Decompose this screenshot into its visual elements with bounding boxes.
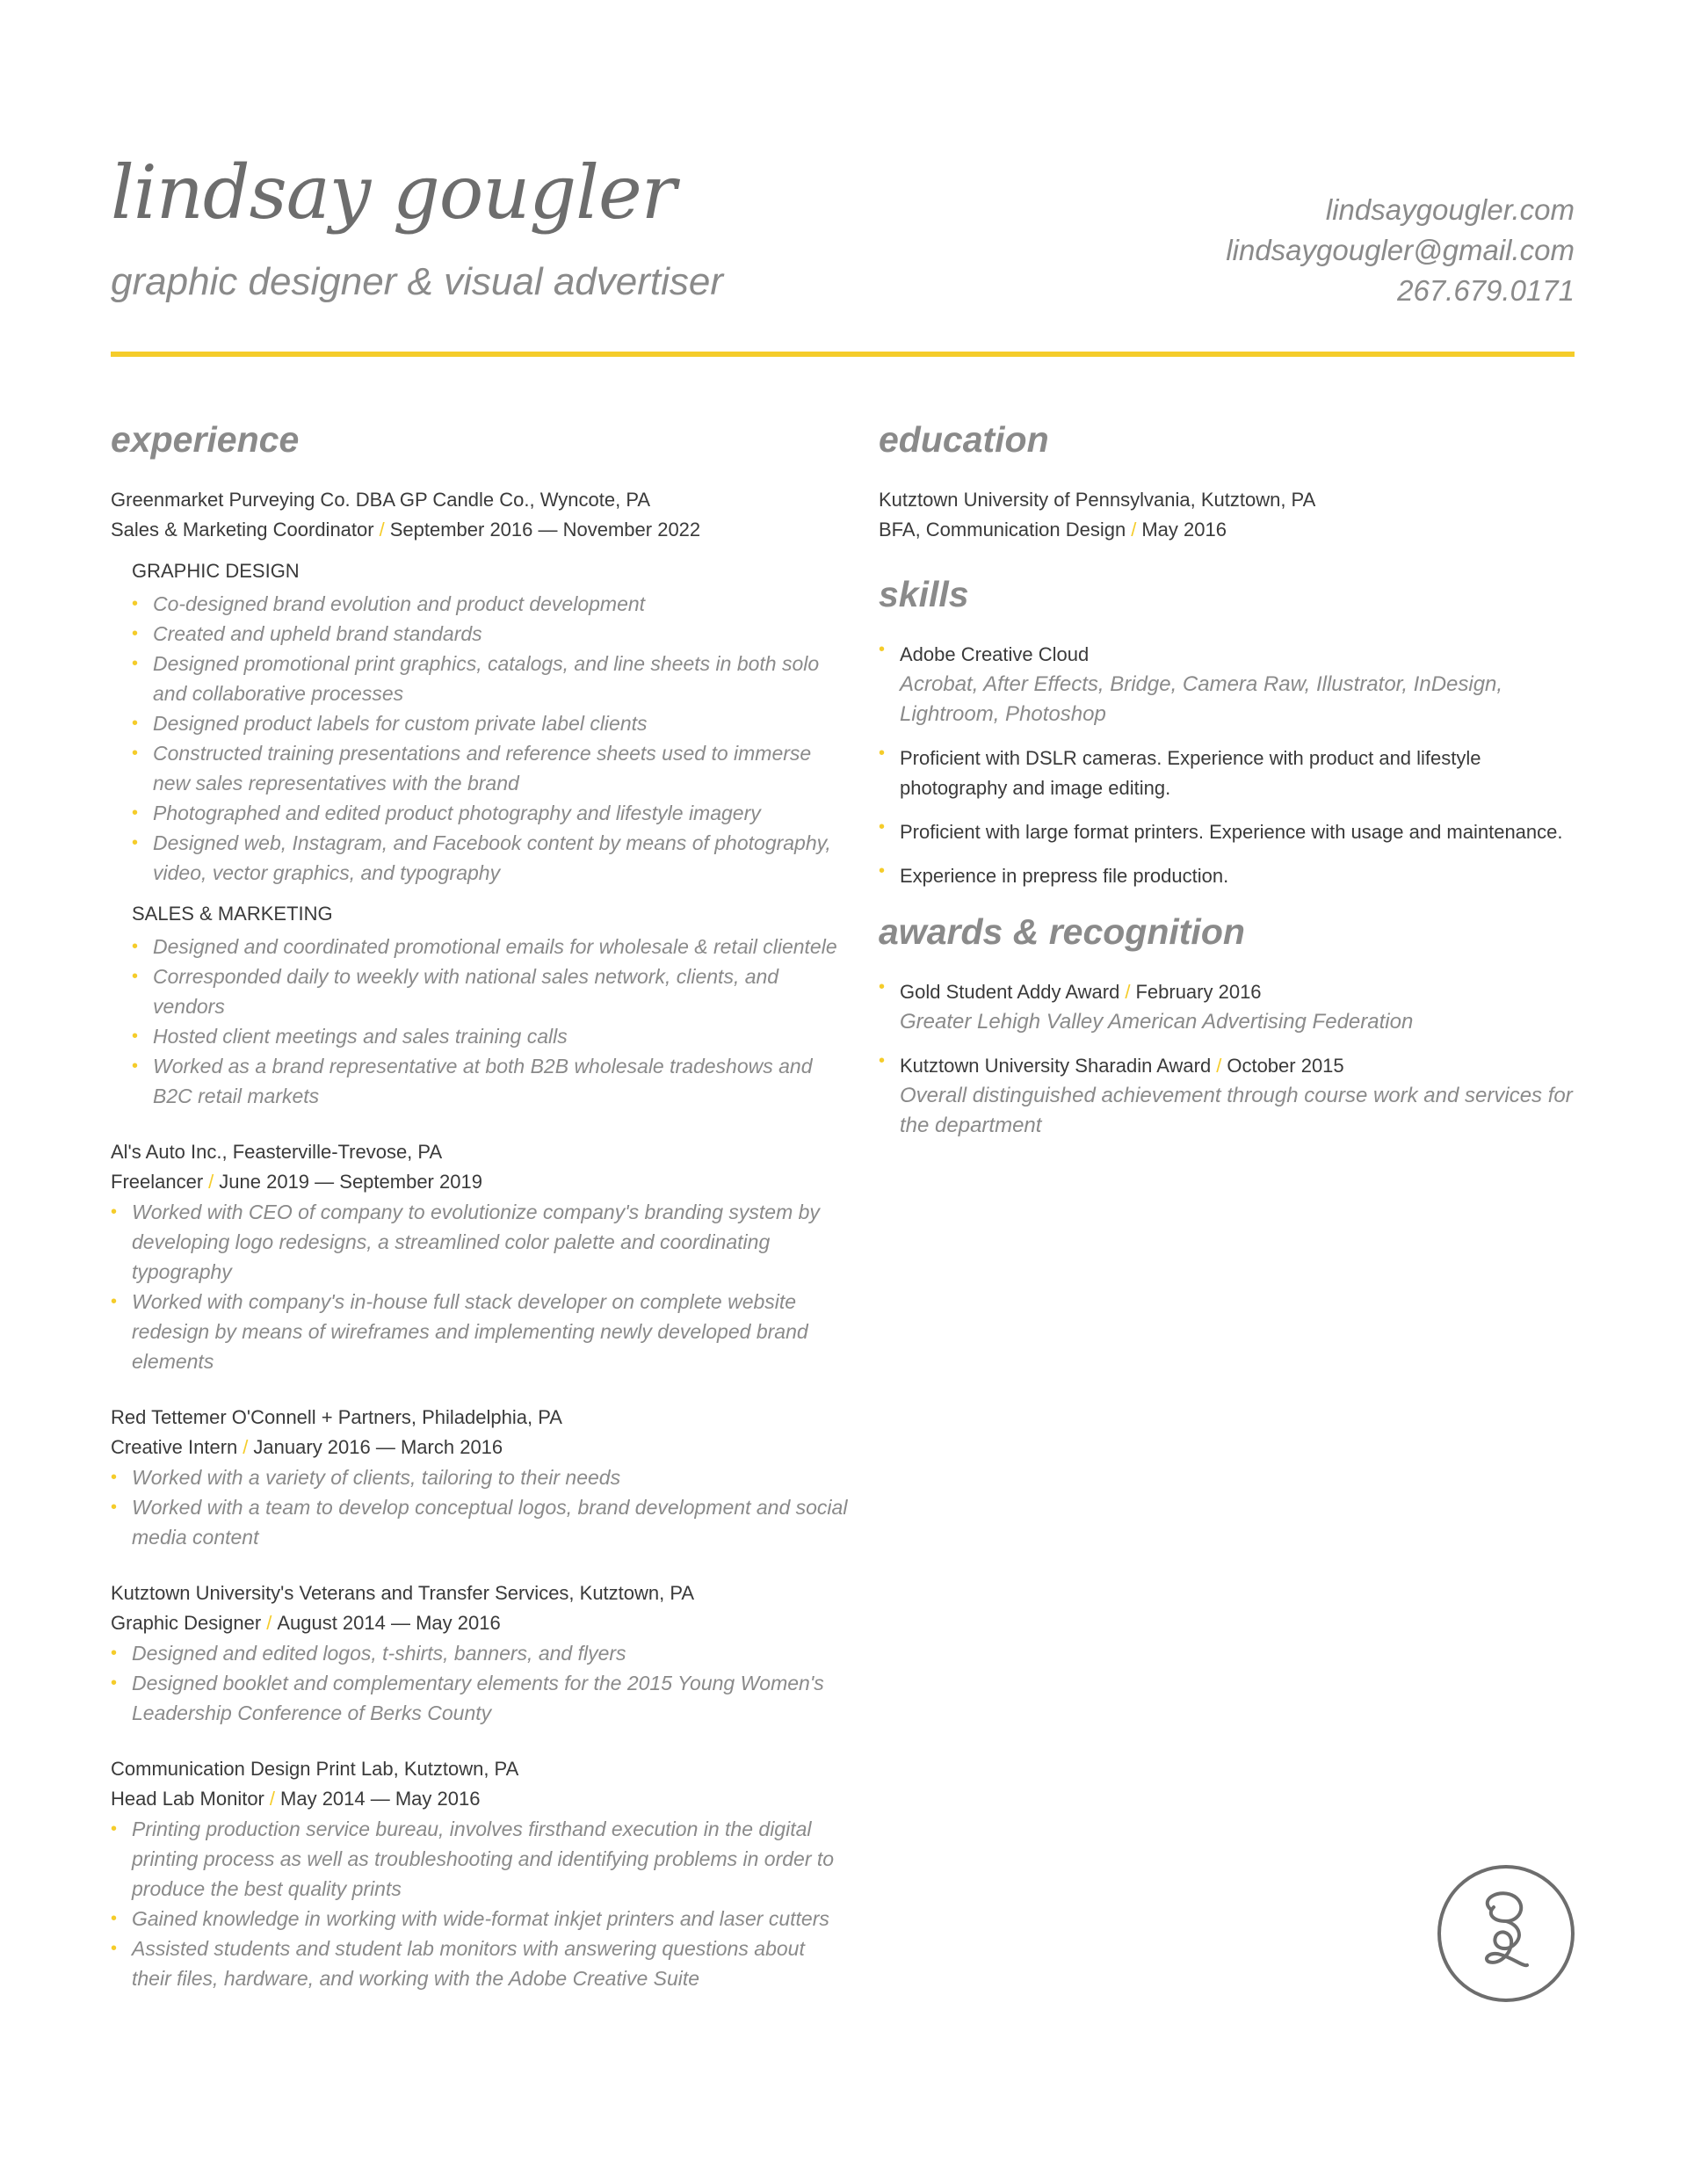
bullet-list: [132, 589, 849, 888]
slash-separator: /: [1125, 981, 1131, 1003]
website-link[interactable]: lindsaygougler.com: [1325, 193, 1575, 226]
job-dates: June 2019 — September 2019: [219, 1171, 482, 1193]
job-role: Freelancer: [111, 1171, 204, 1193]
job-entry: [111, 1754, 849, 1993]
bullet-list: [132, 932, 849, 1111]
award-line: [900, 977, 1582, 1007]
education-title: education: [879, 419, 1049, 460]
job-entry: [111, 1403, 849, 1552]
job-role-line: [111, 1167, 849, 1197]
job-role-line: [111, 1608, 849, 1638]
skill-detail: Acrobat, After Effects, Bridge, Camera Raw, Illustrator, InDesign, Lightroom, Photoshop: [900, 672, 1503, 726]
education-date: May 2016: [1141, 519, 1227, 541]
job-org: Red Tettemer O'Connell + Partners, Philadelphia, PA: [111, 1406, 562, 1428]
education-entry: [879, 485, 1582, 545]
list-item: • Gained knowledge in working with wide-format inkjet printers and laser cutters: [111, 1904, 849, 1934]
skill-main: • Experience in prepress file production.: [900, 865, 1229, 887]
experience-title: experience: [111, 419, 300, 460]
skill-main: • Proficient with large format printers. Experience with usage and maintenance.: [900, 821, 1563, 843]
job-dates: September 2016 — November 2022: [389, 519, 701, 541]
list-item: • Hosted client meetings and sales training calls: [132, 1021, 849, 1051]
skills-title: skills: [879, 574, 969, 614]
job-role-line: [111, 1433, 849, 1462]
award-date: October 2015: [1227, 1055, 1344, 1077]
bullet-list: [111, 1814, 849, 1993]
right-column: [879, 415, 1582, 1157]
slash-separator: /: [266, 1612, 272, 1634]
award-name: Gold Student Addy Award: [900, 981, 1120, 1003]
slash-separator: /: [1131, 519, 1137, 541]
award-detail: Overall distinguished achievement through course work and services for the department: [900, 1084, 1573, 1137]
job-dates: August 2014 — May 2016: [277, 1612, 501, 1634]
list-item: • Corresponded daily to weekly with national sales network, clients, and vendors: [132, 961, 849, 1021]
bullet-list: [111, 1197, 849, 1376]
experience-column: [111, 415, 849, 2020]
job-role: Head Lab Monitor: [111, 1788, 264, 1810]
contact-info: [1226, 190, 1575, 311]
list-item: • Designed product labels for custom private label clients: [132, 708, 849, 738]
list-item: • Worked with a team to develop conceptual logos, brand development and social media content: [111, 1492, 849, 1552]
award-detail: Greater Lehigh Valley American Advertising Federation: [900, 1010, 1414, 1034]
list-item: • Designed and coordinated promotional emails for wholesale & retail clientele: [132, 932, 849, 961]
job-entry: [111, 1578, 849, 1728]
resume-tagline: graphic designer & visual advertiser: [111, 260, 724, 303]
education-school: Kutztown University of Pennsylvania, Kutztown, PA: [879, 489, 1316, 511]
list-item: • Designed promotional print graphics, catalogs, and line sheets in both solo and collaborative processes: [132, 649, 849, 708]
list-item: • Designed booklet and complementary elements for the 2015 Young Women's Leadership Conference of Berks County: [111, 1668, 849, 1728]
job-org: Greenmarket Purveying Co. DBA GP Candle Co., Wyncote, PA: [111, 489, 651, 511]
job-entry: [111, 485, 849, 1111]
slash-separator: /: [208, 1171, 214, 1193]
list-item: [879, 861, 1582, 891]
job-dates: May 2014 — May 2016: [280, 1788, 481, 1810]
list-item: • Worked with company's in-house full stack developer on complete website redesign by means of wireframes and implementing newly developed brand elements: [111, 1287, 849, 1376]
award-date: February 2016: [1135, 981, 1262, 1003]
list-item: • Designed web, Instagram, and Facebook content by means of photography, video, vector graphics, and typography: [132, 828, 849, 888]
list-item: [879, 817, 1582, 847]
bullet-list: [111, 1462, 849, 1552]
education-degree-line: [879, 515, 1582, 545]
header-divider: [111, 352, 1575, 357]
job-entry: [111, 1137, 849, 1376]
list-item: [879, 640, 1582, 729]
list-item: • Printing production service bureau, involves firsthand execution in the digital printing process as well as troubleshooting and identifying problems in order to produce the best quality prints: [111, 1814, 849, 1904]
list-item: • Designed and edited logos, t-shirts, banners, and flyers: [111, 1638, 849, 1668]
list-item: • Worked with CEO of company to evolutionize company's branding system by developing logo redesigns, a streamlined color palette and coordinating typography: [111, 1197, 849, 1287]
award-line: [900, 1051, 1582, 1081]
awards-title: awards & recognition: [879, 911, 1245, 952]
job-dates: January 2016 — March 2016: [253, 1436, 503, 1458]
list-item: [879, 744, 1582, 803]
list-item: • Worked as a brand representative at both B2B wholesale tradeshows and B2C retail markets: [132, 1051, 849, 1111]
awards-list: [879, 977, 1582, 1141]
job-role: Graphic Designer: [111, 1612, 262, 1634]
list-item: • Constructed training presentations and reference sheets used to immerse new sales representatives with the brand: [132, 738, 849, 798]
job-role-line: [111, 1784, 849, 1814]
job-role: Sales & Marketing Coordinator: [111, 519, 374, 541]
list-item: [879, 977, 1582, 1037]
slash-separator: /: [1216, 1055, 1222, 1077]
list-item: • Worked with a variety of clients, tailoring to their needs: [111, 1462, 849, 1492]
slash-separator: /: [243, 1436, 249, 1458]
list-item: • Created and upheld brand standards: [132, 619, 849, 649]
list-item: • Co-designed brand evolution and product development: [132, 589, 849, 619]
slash-separator: /: [379, 519, 385, 541]
lg-monogram-icon: [1436, 1863, 1576, 2004]
education-degree: BFA, Communication Design: [879, 519, 1126, 541]
job-org: Kutztown University's Veterans and Transfer Services, Kutztown, PA: [111, 1582, 695, 1604]
group-heading: GRAPHIC DESIGN: [132, 560, 300, 582]
bullet-list: [111, 1638, 849, 1728]
job-role: Creative Intern: [111, 1436, 238, 1458]
email-link[interactable]: lindsaygougler@gmail.com: [1226, 234, 1575, 266]
job-org: Al's Auto Inc., Feasterville-Trevose, PA: [111, 1141, 443, 1163]
job-org: Communication Design Print Lab, Kutztown, PA: [111, 1758, 519, 1780]
job-role-line: [111, 515, 849, 545]
resume-name: lindsay gougler: [111, 149, 676, 236]
skill-main: • Adobe Creative Cloud: [900, 643, 1090, 665]
list-item: • Photographed and edited product photography and lifestyle imagery: [132, 798, 849, 828]
group-heading: SALES & MARKETING: [132, 903, 333, 925]
slash-separator: /: [269, 1788, 276, 1810]
phone-number: 267.679.0171: [1397, 274, 1575, 307]
skill-main: • Proficient with DSLR cameras. Experience with product and lifestyle photography and image editing.: [900, 747, 1481, 799]
list-item: [879, 1051, 1582, 1141]
skills-list: [879, 640, 1582, 891]
award-name: Kutztown University Sharadin Award: [900, 1055, 1212, 1077]
list-item: • Assisted students and student lab monitors with answering questions about their files, hardware, and working with the Adobe Creative Suite: [111, 1934, 849, 1993]
